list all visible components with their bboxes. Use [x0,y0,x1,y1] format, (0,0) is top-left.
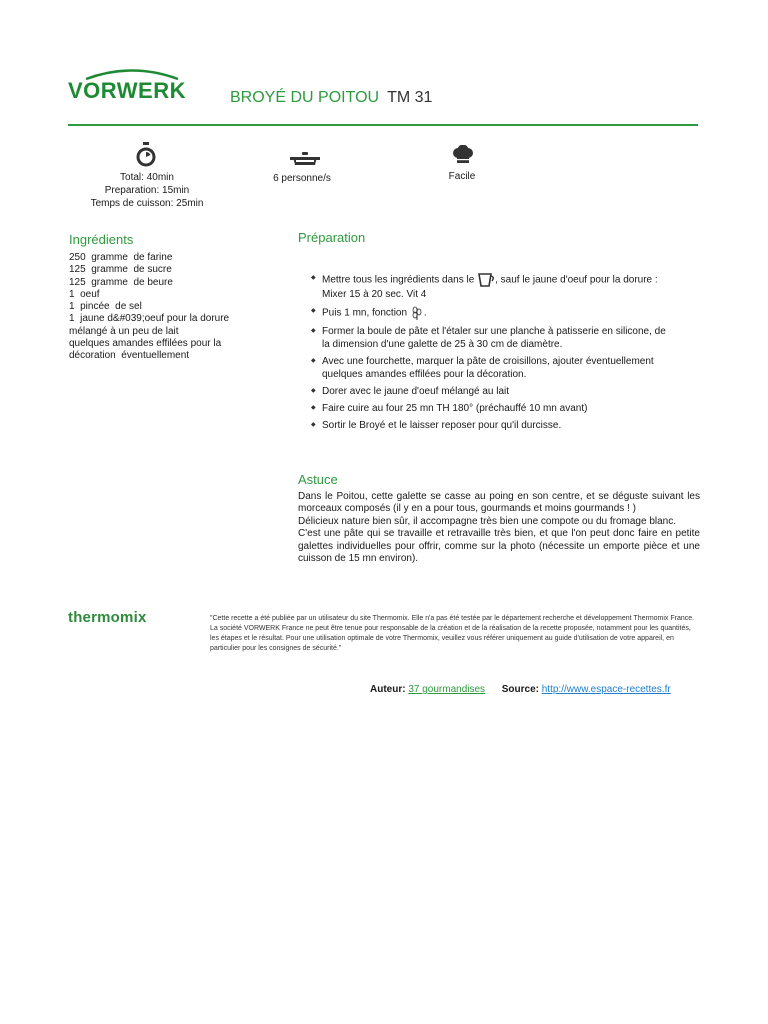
dish-icon [290,152,320,168]
credits [370,684,671,695]
step-text: Mettre tous les ingrédients dans le [322,274,475,286]
ingredient-item: quelques amandes effilées pour la décoration éventuellement [69,338,224,362]
ingredient-item: 1 jaune d&#039;oeuf pour la dorure mélangé à un peu de lait [69,313,235,337]
servings: 6 personne/s [273,173,331,184]
ingredient-item: 1 pincée de sel [69,301,142,313]
clock-icon [135,142,157,168]
source-label: Source: [501,684,539,695]
ingredient-item: 250 gramme de farine [69,252,173,263]
recipe-title-text: BROYÉ DU POITOU [230,89,380,106]
astuce-paragraph: C'est une pâte qui se travaille et retravaille très bien, et que l'on peut donc faire en petite galettes individuelles pour offrir, comme sur la photo (nécessite un emporte pièce et une cuisson de 15 mn environ). [298,528,700,565]
step-text: . [423,307,427,319]
ingredient-item: 125 gramme de beure [69,276,173,288]
source-link[interactable]: http://www.espace-recettes.fr [541,684,671,695]
preparation-step: ◆ Former la boule de pâte et l'étaler sur une planche à patisserie en silicone, de la dimension d'une galette de 25 à 30 cm de diamètre. [310,325,670,351]
recipe-title [230,89,432,107]
preparation-steps [310,272,670,436]
time-info [82,171,212,210]
kneading-wheat-icon [410,305,424,321]
author-label: Auteur: [370,684,406,695]
astuce-text [298,491,700,565]
astuce-heading: Astuce [298,472,338,487]
preparation-step: ◆ Sortir le Broyé et le laisser reposer pour qu'il durcisse. [310,419,670,432]
preparation-step: ◆ Avec une fourchette, marquer la pâte de croisillons, ajouter éventuellement quelques amandes effilées pour la décoration. [310,355,670,381]
difficulty: Facile [448,171,476,182]
ingredient-item: 125 gramme de sucre [69,264,172,276]
author-link[interactable]: 37 gourmandises [408,684,486,695]
astuce-paragraph: Délicieux nature bien sûr, il accompagne très bien une compote ou du fromage blanc. [298,515,677,527]
vorwerk-logo: VORWERK [68,78,186,103]
header-divider [68,124,698,126]
mixing-bowl-icon [477,272,495,288]
step-text: , sauf le jaune d'oeuf pour la dorure : Mixer 15 à 20 sec. Vit 4 [322,274,658,300]
cooking-time: Temps de cuisson: 25min [90,198,204,209]
astuce-paragraph: Dans le Poitou, cette galette se casse au poing en son centre, et se déguste suivant les morceaux composés (il y en a pour tous, gourmands et moins gourmands ! ) [298,491,700,515]
preparation-step: ◆ Dorer avec le jaune d'oeuf mélangé au lait [310,385,670,398]
ingredients-heading: Ingrédients [69,232,134,247]
preparation-step: ◆ Faire cuire au four 25 mn TH 180° (préchauffé 10 mn avant) [310,402,670,415]
chef-hat-icon [452,145,474,165]
thermomix-logo: thermomix [68,609,147,626]
ingredients-list [69,252,269,363]
recipe-model: TM 31 [387,89,433,106]
preparation-time: Preparation: 15min [104,185,190,196]
total-time: Total: 40min [120,172,174,183]
ingredient-item: 1 oeuf [69,288,100,300]
step-text: Puis 1 mn, fonction [322,307,408,319]
disclaimer: "Cette recette a été publiée par un utilisateur du site Thermomix. Elle n'a pas été testée par le département recherche et développement Thermomix France. La société VORWERK France ne peut être tenue pour responsable de la création et de la réalisation de la recette proposée, notamment pour les quantités, les étapes et le résultat. Pour une utilisation optimale de votre Thermomix, veuillez vous référer uniquement au guide d'utilisation de votre appareil, en particulier pour les consignes de sécurité." [210,615,695,652]
preparation-step [310,272,670,301]
preparation-heading: Préparation [298,230,366,245]
preparation-step [310,305,670,321]
